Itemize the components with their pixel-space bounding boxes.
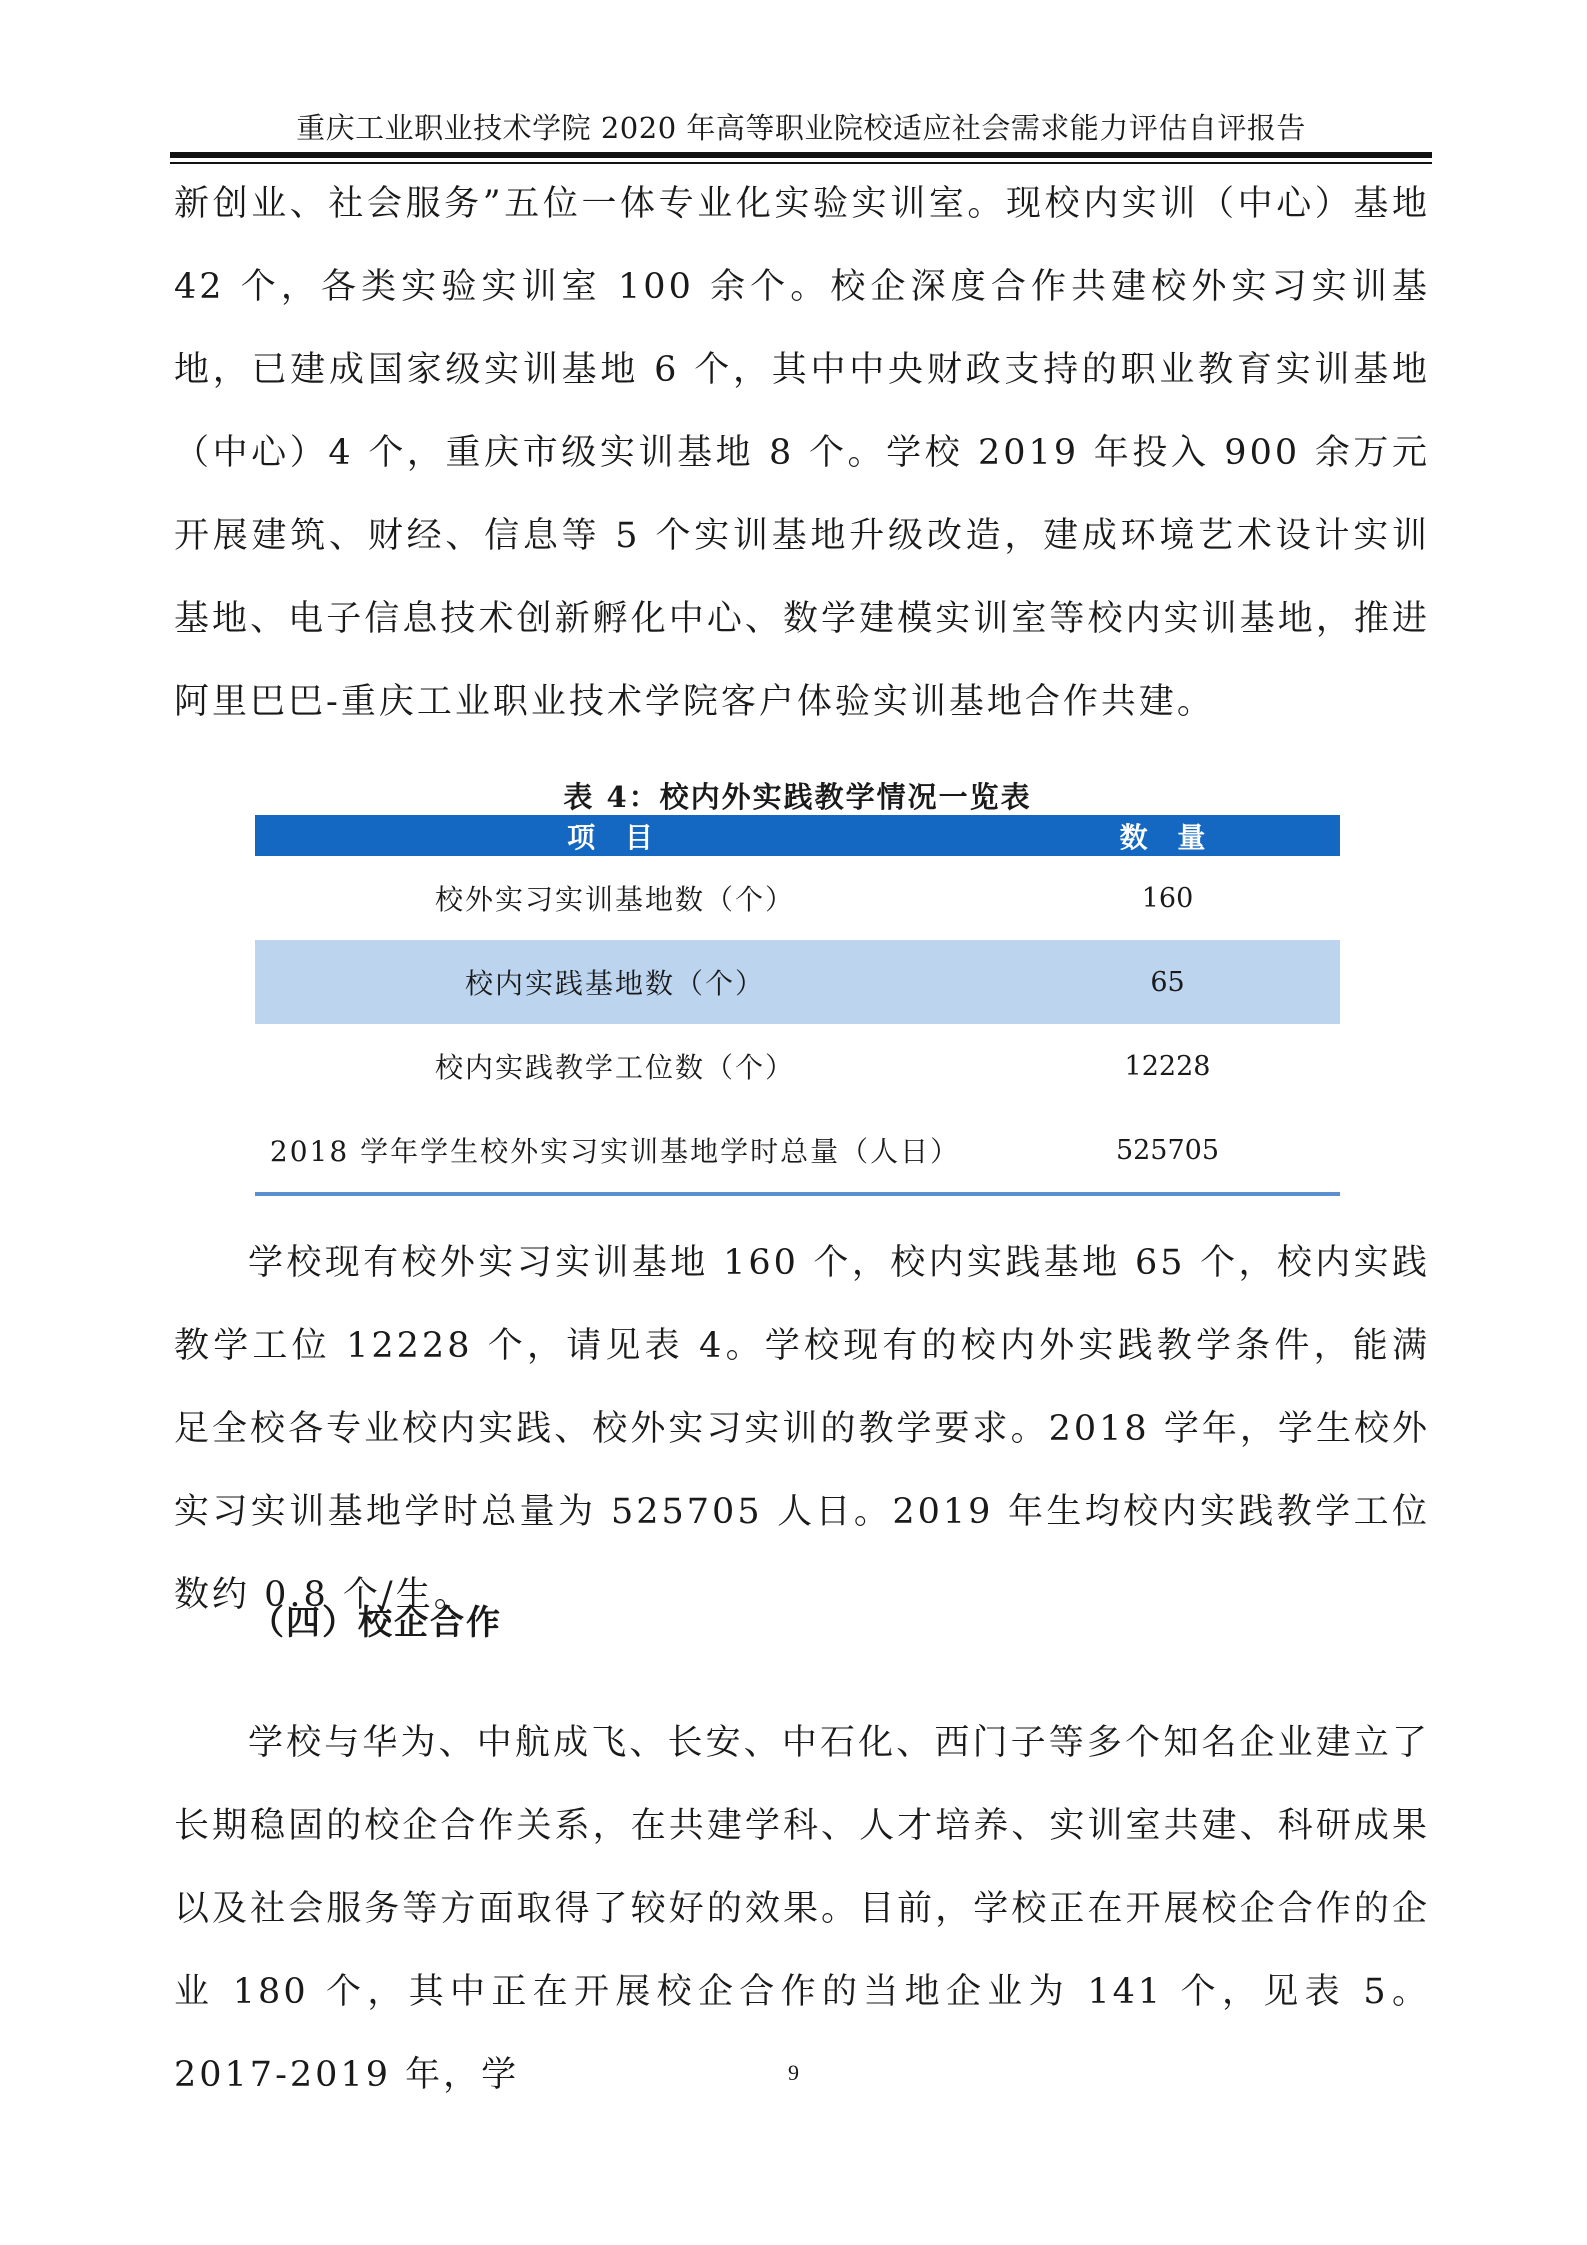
table-row [255, 856, 1340, 940]
practice-teaching-table [255, 815, 1340, 1196]
table-header-qty: 数 量 [1119, 820, 1216, 854]
body-paragraph-3: 学校与华为、中航成飞、长安、中石化、西门子等多个知名企业建立了长期稳固的校企合作关系，在共建学科、人才培养、实训室共建、科研成果以及社会服务等方面取得了较好的效果。目前，学校正在开展校企合作的企业 180 个，其中正在开展校企合作的当地企业为 141 个，见表 5。2017-2019 年，学 [174, 1723, 1430, 2095]
running-header-title: 重庆工业职业技术学院 2020 年高等职业院校适应社会需求能力评估自评报告 [296, 111, 1306, 145]
section-heading: （四）校企合作 [250, 1603, 502, 1643]
table-cell-item: 校内实践基地数（个） [464, 967, 765, 1000]
table-cell-qty: 160 [1141, 882, 1194, 914]
table-bottom-rule [255, 1192, 1340, 1196]
table-row [255, 940, 1340, 1024]
table-row [255, 1108, 1340, 1192]
table-header-item: 项 目 [567, 820, 663, 854]
body-paragraph-2: 学校现有校外实习实训基地 160 个，校内实践基地 65 个，校内实践教学工位 12228 个，请见表 4。学校现有的校内外实践教学条件，能满足全校各专业校内实践、校外实习实训的教学要求。2018 学年，学生校外实习实训基地学时总量为 525705 人日。2019 年生均校内实践教学工位数约 0.8 个/生。 [174, 1243, 1430, 1615]
header-rule-thick [170, 152, 1432, 158]
table-cell-item: 2018 学年学生校外实习实训基地学时总量（人日） [269, 1135, 961, 1168]
table-cell-item: 校内实践教学工位数（个） [434, 1051, 795, 1084]
table-cell-qty: 525705 [1115, 1134, 1220, 1166]
table-row [255, 1024, 1340, 1108]
body-paragraph-1: 新创业、社会服务”五位一体专业化实验实训室。现校内实训（中心）基地 42 个，各类实验实训室 100 余个。校企深度合作共建校外实习实训基地，已建成国家级实训基地 6 个，其中中央财政支持的职业教育实训基地（中心）4 个，重庆市级实训基地 8 个。学校 2019 年投入 900 余万元开展建筑、财经、信息等 5 个实训基地升级改造，建成环境艺术设计实训基地、电子信息技术创新孵化中心、数学建模实训室等校内实训基地，推进阿里巴巴-重庆工业职业技术学院客户体验实训基地合作共建。 [174, 184, 1430, 722]
table-header-row [255, 815, 1340, 856]
page-number: 9 [788, 2060, 799, 2085]
table-cell-qty: 12228 [1124, 1050, 1211, 1082]
table-cell-item: 校外实习实训基地数（个） [434, 883, 795, 916]
table-caption: 表 4：校内外实践教学情况一览表 [563, 780, 1032, 814]
table-cell-qty: 65 [1150, 966, 1185, 998]
